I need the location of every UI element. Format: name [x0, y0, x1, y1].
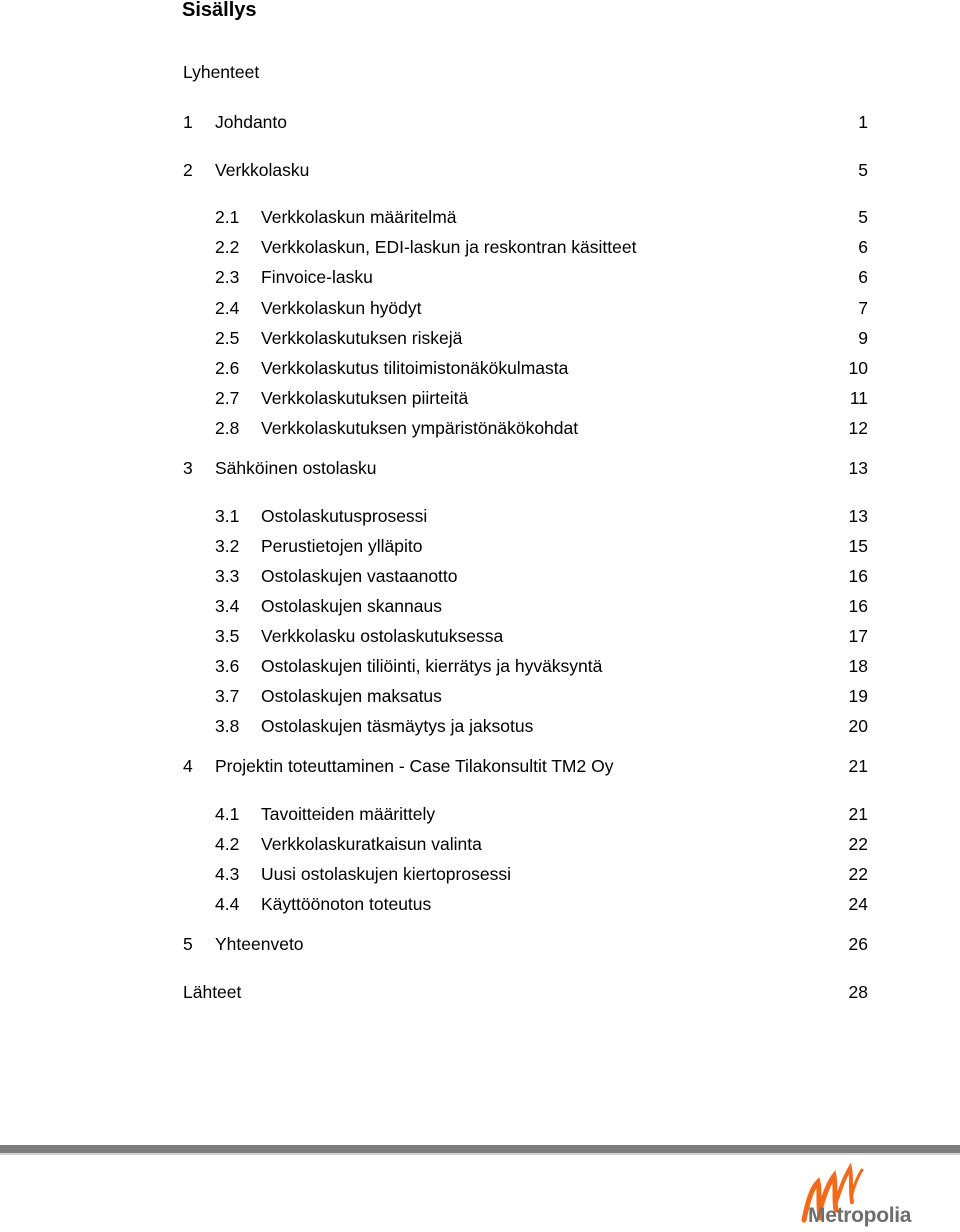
toc-entry-title: Verkkolaskutus tilitoimistonäkökulmasta	[261, 358, 569, 378]
toc-entry-number: 2.2	[215, 237, 240, 257]
toc-entry-number: 2.6	[215, 358, 240, 378]
toc-entry-title: Projektin toteuttaminen - Case Tilakonsultit TM2 Oy	[215, 756, 614, 776]
toc-entry-title: Ostolaskujen skannaus	[261, 596, 442, 616]
toc-entry-title: Yhteenveto	[215, 934, 304, 954]
toc-entry-number: 2.4	[215, 298, 240, 318]
toc-entry-title: Lähteet	[183, 982, 242, 1002]
toc-entry	[183, 456, 868, 480]
toc-entry-page: 5	[858, 207, 868, 227]
toc-entry-page: 22	[848, 834, 868, 854]
toc-entry	[183, 892, 868, 916]
toc-entry	[183, 326, 868, 350]
toc-entry-page: 6	[858, 267, 868, 287]
toc-entry-number: 3.3	[215, 566, 240, 586]
toc-entry	[183, 564, 868, 588]
toc-entry-page: 13	[848, 506, 868, 526]
toc-entry	[183, 534, 868, 558]
toc-entry	[183, 265, 868, 289]
toc-entry-page: 18	[848, 656, 868, 676]
toc-entry-title: Ostolaskujen tiliöinti, kierrätys ja hyväksyntä	[261, 656, 603, 676]
toc-entry-number: 4.4	[215, 894, 240, 914]
toc-entry-title: Verkkolaskutuksen piirteitä	[261, 388, 469, 408]
toc-entry-page: 16	[848, 566, 868, 586]
toc-entry-title: Ostolaskujen maksatus	[261, 686, 442, 706]
toc-entry	[183, 832, 868, 856]
toc-entry-title: Verkkolasku ostolaskutuksessa	[261, 626, 504, 646]
toc-entry-title: Finvoice-lasku	[261, 267, 373, 287]
toc-entry-title: Sähköinen ostolasku	[215, 458, 377, 478]
toc-entry-title: Verkkolaskutuksen ympäristönäkökohdat	[261, 418, 579, 438]
toc-entry-page: 17	[848, 626, 868, 646]
toc-entry-number: 4.2	[215, 834, 240, 854]
toc-entry	[183, 802, 868, 826]
toc-entry-title: Perustietojen ylläpito	[261, 536, 423, 556]
toc-entry-title: Ostolaskujen täsmäytys ja jaksotus	[261, 716, 534, 736]
toc-entry	[183, 356, 868, 380]
toc-entry-number: 4.3	[215, 864, 240, 884]
page-title: Sisällys	[182, 0, 257, 21]
toc-entry-number: 4.1	[215, 804, 240, 824]
toc-entry-number: 3.1	[215, 506, 240, 526]
toc-entry-title: Verkkolaskuratkaisun valinta	[261, 834, 482, 854]
toc-entry-page: 6	[858, 237, 868, 257]
toc-entry-page: 28	[848, 982, 868, 1002]
toc-entry-title: Ostolaskutusprosessi	[261, 506, 428, 526]
toc-entry-page: 20	[848, 716, 868, 736]
toc-entry	[183, 594, 868, 618]
toc-entry	[183, 60, 868, 84]
toc-entry-number: 3.5	[215, 626, 240, 646]
toc-entry-title: Verkkolaskun hyödyt	[261, 298, 422, 318]
toc-entry-page: 21	[848, 804, 868, 824]
toc-entry	[183, 235, 868, 259]
toc-entry	[183, 205, 868, 229]
toc-entry-number: 2.5	[215, 328, 240, 348]
toc-entry	[183, 624, 868, 648]
toc-entry-number: 3.7	[215, 686, 240, 706]
toc-entry	[183, 654, 868, 678]
toc-entry-title: Johdanto	[215, 112, 288, 132]
toc-entry-page: 12	[848, 418, 868, 438]
toc-entry-page: 1	[858, 112, 868, 132]
toc-entry	[183, 386, 868, 410]
toc-entry	[183, 862, 868, 886]
toc-entry-number: 3.6	[215, 656, 240, 676]
toc-entry-number: 2.7	[215, 388, 240, 408]
toc-entry	[183, 754, 868, 778]
toc-entry	[183, 158, 868, 182]
toc-entry-page: 7	[858, 298, 868, 318]
toc-entry-page: 10	[848, 358, 868, 378]
toc-entry-page: 13	[848, 458, 868, 478]
toc-entry-number: 2.8	[215, 418, 240, 438]
footer-divider	[0, 1145, 960, 1153]
toc-entry-title: Lyhenteet	[183, 62, 260, 82]
toc-entry-number: 3.4	[215, 596, 240, 616]
toc-entry-page: 26	[848, 934, 868, 954]
toc-entry-title: Käyttöönoton toteutus	[261, 894, 432, 914]
toc-entry-page: 19	[848, 686, 868, 706]
toc-entry-page: 24	[848, 894, 868, 914]
toc-entry	[183, 932, 868, 956]
toc-entry-page: 21	[848, 756, 868, 776]
toc-entry-number: 2	[183, 160, 193, 180]
toc-entry-page: 22	[848, 864, 868, 884]
toc-entry-title: Ostolaskujen vastaanotto	[261, 566, 458, 586]
toc-entry-title: Verkkolaskutuksen riskejä	[261, 328, 463, 348]
toc-entry-page: 16	[848, 596, 868, 616]
toc-entry-number: 2.1	[215, 207, 240, 227]
toc-entry	[183, 416, 868, 440]
toc-entry	[183, 110, 868, 134]
toc-entry-page: 5	[858, 160, 868, 180]
toc-entry-number: 3.8	[215, 716, 240, 736]
toc-entry	[183, 714, 868, 738]
toc-entry-number: 1	[183, 112, 193, 132]
toc-entry-page: 15	[848, 536, 868, 556]
toc-entry	[183, 504, 868, 528]
toc-entry	[183, 296, 868, 320]
toc-entry-number: 5	[183, 934, 193, 954]
toc-entry-number: 3	[183, 458, 193, 478]
toc-entry-title: Verkkolasku	[215, 160, 310, 180]
logo-wordmark: Metropolia	[808, 1204, 912, 1227]
toc-entry-page: 9	[858, 328, 868, 348]
toc-entry-title: Tavoitteiden määrittely	[261, 804, 436, 824]
toc-entry-title: Verkkolaskun, EDI-laskun ja reskontran käsitteet	[261, 237, 637, 257]
toc-entry-number: 4	[183, 756, 193, 776]
toc-entry	[183, 684, 868, 708]
toc-entry-number: 2.3	[215, 267, 240, 287]
toc-entry-title: Uusi ostolaskujen kiertoprosessi	[261, 864, 511, 884]
toc-entry	[183, 980, 868, 1004]
toc-entry-page: 11	[849, 388, 868, 408]
toc-entry-title: Verkkolaskun määritelmä	[261, 207, 457, 227]
toc-entry-number: 3.2	[215, 536, 240, 556]
